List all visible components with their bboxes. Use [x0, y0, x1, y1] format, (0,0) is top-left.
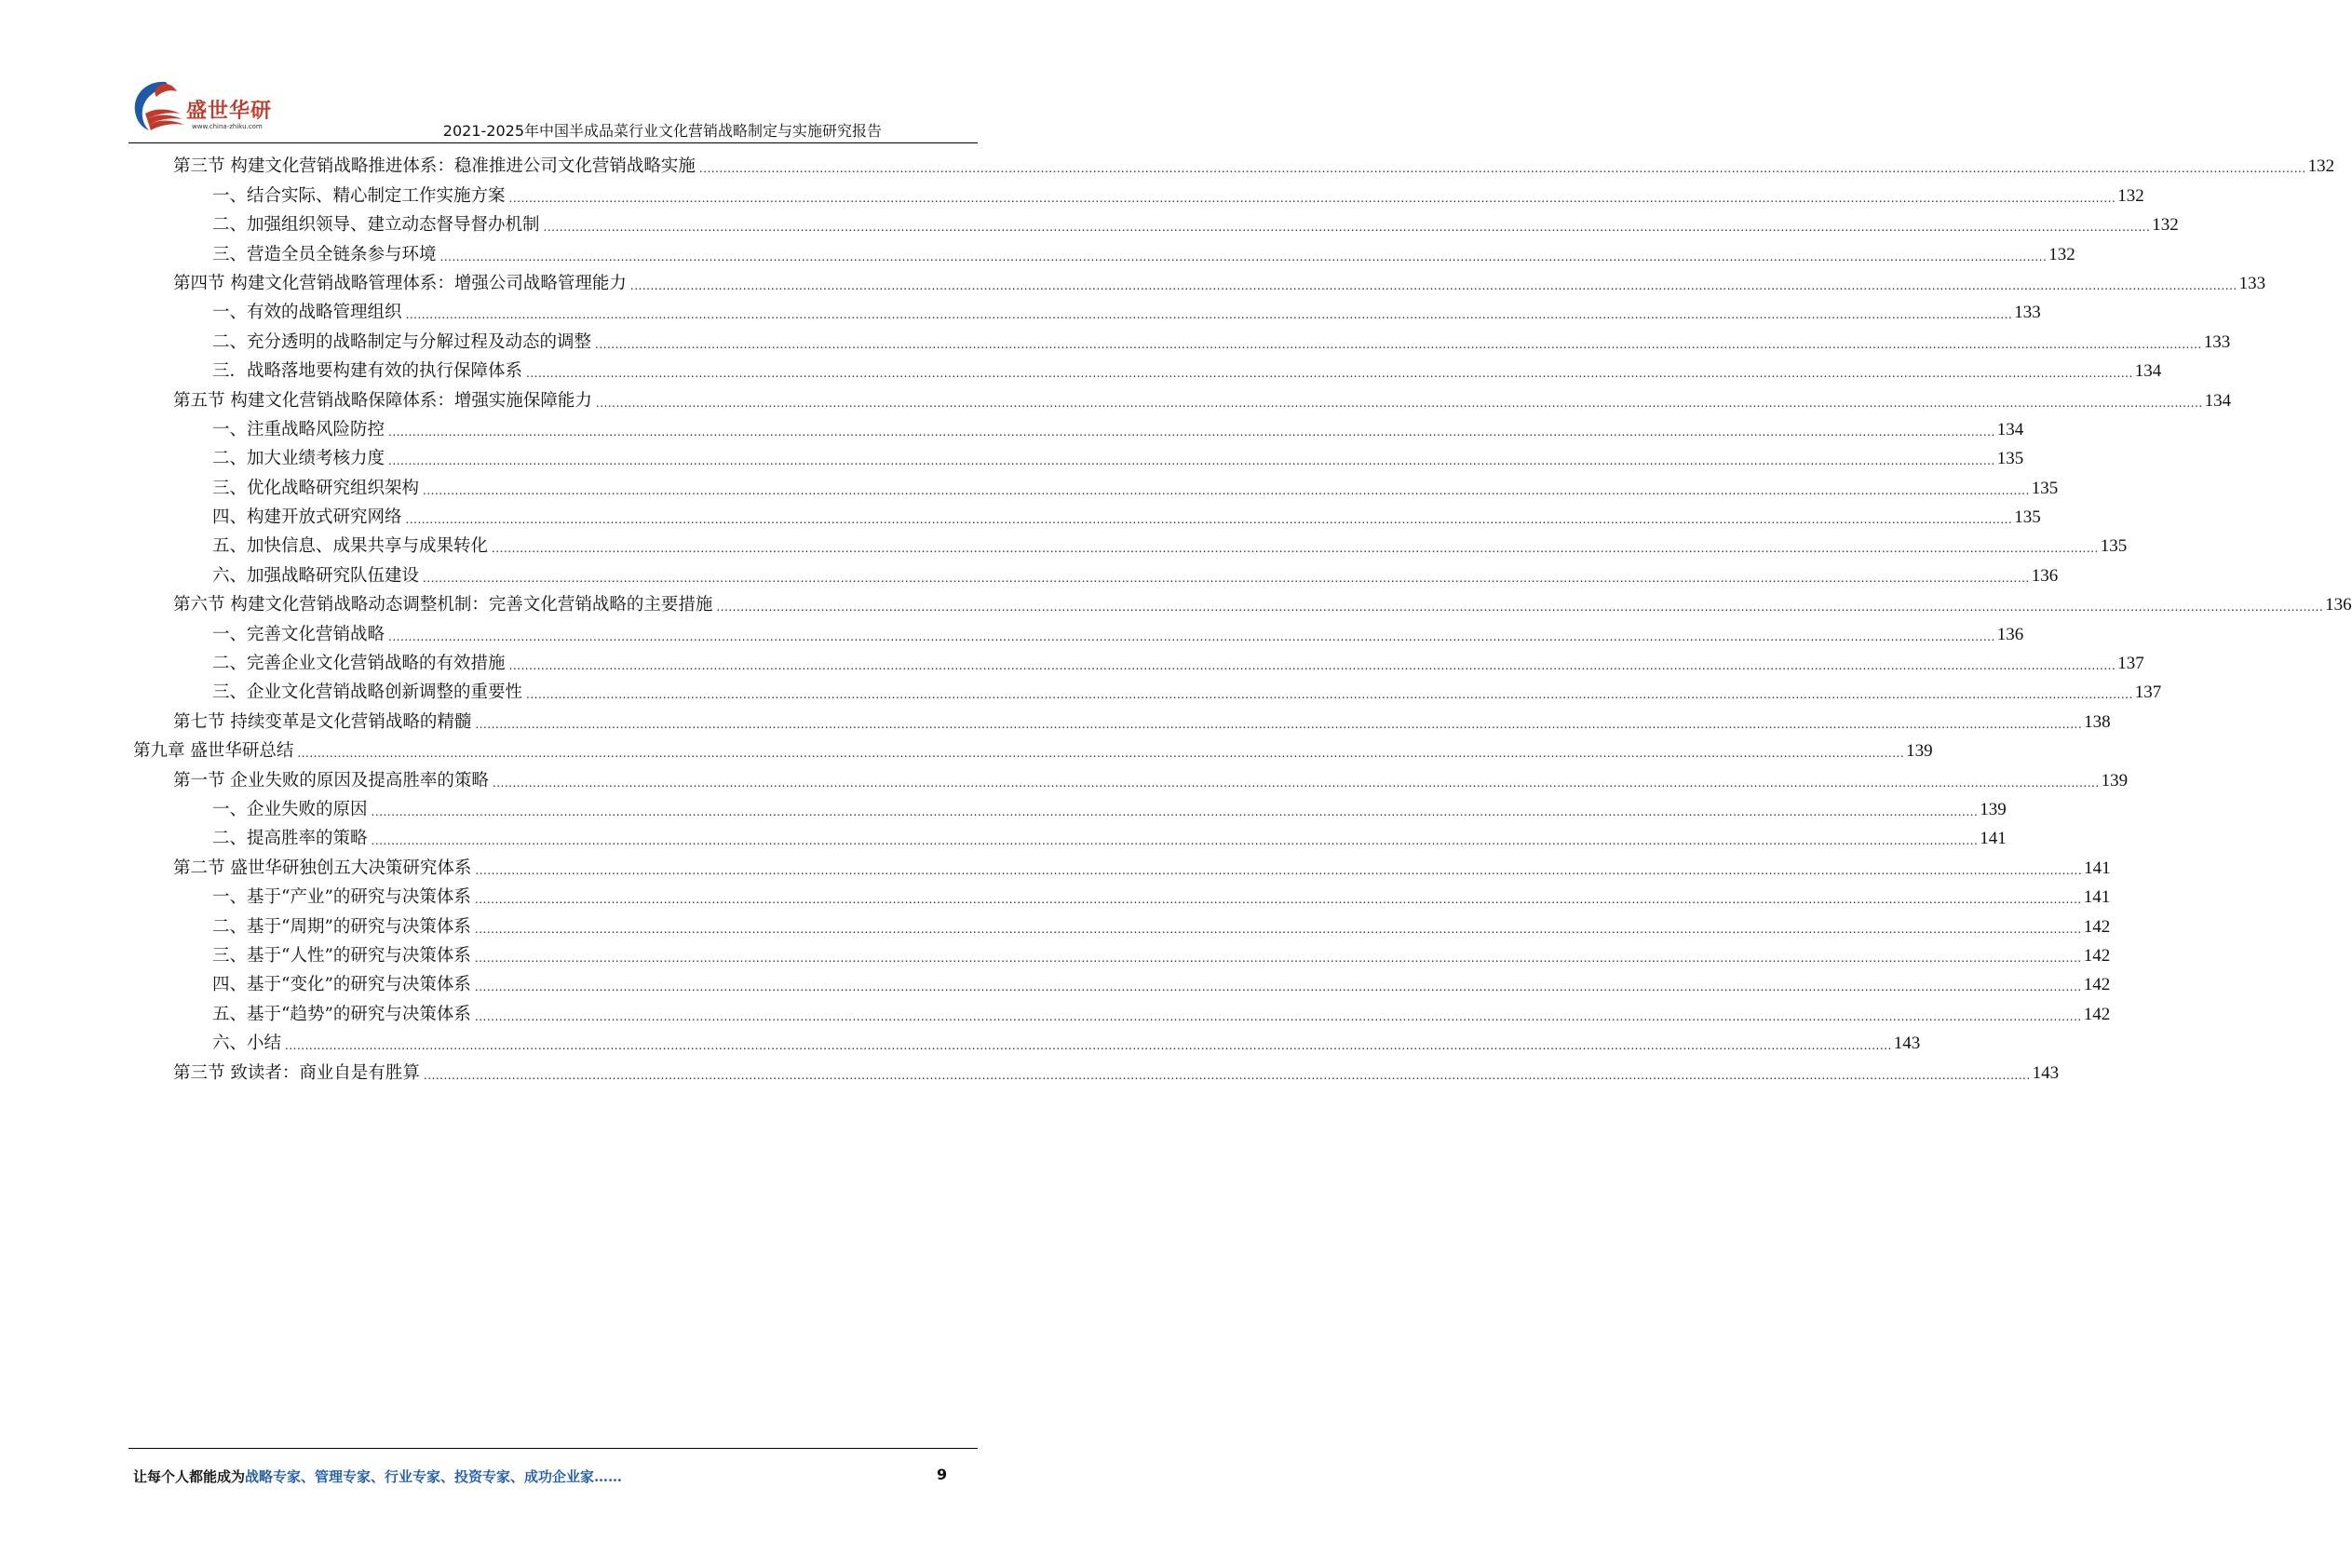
toc-dot-leader: ................................................................................................................................................................................................................................................................................................................................................................................................................	[595, 396, 2203, 410]
toc-entry-page: 142	[2083, 975, 2111, 995]
toc-entry-label: 一、企业失败的原因	[212, 799, 368, 819]
toc-dot-leader: ................................................................................................................................................................................................................................................................................................................................................................................................................	[297, 747, 1905, 761]
toc-entry-label: 二、充分透明的战略制定与分解过程及动态的调整	[212, 331, 592, 352]
toc-dot-leader: ................................................................................................................................................................................................................................................................................................................................................................................................................	[508, 659, 2116, 673]
toc-dot-leader: ................................................................................................................................................................................................................................................................................................................................................................................................................	[492, 542, 2099, 556]
toc-dot-leader: ................................................................................................................................................................................................................................................................................................................................................................................................................	[595, 337, 2202, 351]
toc-dot-leader: ................................................................................................................................................................................................................................................................................................................................................................................................................	[285, 1039, 1892, 1053]
toc-dot-leader: ................................................................................................................................................................................................................................................................................................................................................................................................................	[423, 1068, 2031, 1082]
toc-entry-page: 136	[1996, 624, 2024, 644]
toc-entry-label: 第二节 盛世华研独创五大决策研究体系	[173, 858, 472, 878]
toc-entry-label: 一、结合实际、精心制定工作实施方案	[212, 185, 506, 206]
toc-dot-leader: ................................................................................................................................................................................................................................................................................................................................................................................................................	[526, 367, 2133, 381]
toc-dot-leader: ................................................................................................................................................................................................................................................................................................................................................................................................................	[508, 191, 2116, 205]
toc-entry-label: 第三节 构建文化营销战略推进体系：稳准推进公司文化营销战略实施	[173, 156, 696, 177]
toc-entry-label: 六、加强战略研究队伍建设	[212, 565, 420, 586]
toc-dot-leader: ................................................................................................................................................................................................................................................................................................................................................................................................................	[388, 454, 1995, 468]
toc-entry[interactable]	[133, 675, 2162, 704]
toc-dot-leader: ................................................................................................................................................................................................................................................................................................................................................................................................................	[474, 893, 2082, 907]
toc-dot-leader: ................................................................................................................................................................................................................................................................................................................................................................................................................	[423, 571, 2030, 585]
toc-entry-label: 三、基于“人性”的研究与决策体系	[212, 945, 471, 966]
toc-entry-page: 137	[2134, 683, 2162, 703]
toc-entry[interactable]	[133, 266, 2266, 295]
toc-entry-page: 132	[2048, 244, 2075, 264]
toc-entry-page: 136	[2325, 595, 2352, 615]
toc-entry-label: 第三节 致读者：商业自是有胜算	[173, 1062, 420, 1083]
toc-entry-label: 二、完善企业文化营销战略的有效措施	[212, 654, 506, 674]
toc-entry[interactable]	[133, 295, 2041, 324]
toc-entry-label: 六、小结	[212, 1034, 282, 1054]
toc-entry[interactable]	[133, 704, 2111, 733]
toc-entry-page: 133	[2014, 303, 2041, 323]
toc-entry-page: 142	[2083, 1004, 2111, 1024]
toc-entry-label: 第七节 持续变革是文化营销战略的精髓	[173, 711, 472, 732]
toc-entry-page: 139	[1980, 799, 2007, 819]
toc-entry-label: 五、基于“趋势”的研究与决策体系	[212, 1004, 471, 1024]
toc-entry-page: 143	[2032, 1062, 2060, 1083]
toc-dot-leader: ................................................................................................................................................................................................................................................................................................................................................................................................................	[475, 863, 2083, 877]
toc-entry[interactable]	[133, 850, 2111, 879]
toc-dot-leader: ................................................................................................................................................................................................................................................................................................................................................................................................................	[698, 162, 2306, 176]
toc-entry[interactable]	[133, 880, 2111, 909]
toc-entry[interactable]	[133, 1055, 2060, 1084]
toc-dot-leader: ................................................................................................................................................................................................................................................................................................................................................................................................................	[405, 513, 2013, 527]
toc-entry[interactable]	[133, 208, 2179, 237]
toc-entry[interactable]	[133, 500, 2041, 529]
toc-entry-label: 第一节 企业失败的原因及提高胜率的策略	[173, 770, 489, 791]
toc-dot-leader: ................................................................................................................................................................................................................................................................................................................................................................................................................	[405, 308, 2013, 322]
toc-entry-page: 138	[2084, 711, 2111, 732]
toc-entry-page: 132	[2152, 215, 2179, 236]
toc-entry-label: 一、注重战略风险防控	[212, 419, 385, 439]
toc-entry[interactable]	[133, 237, 2075, 265]
toc-entry[interactable]	[133, 792, 2007, 821]
toc-entry-label: 一、基于“产业”的研究与决策体系	[212, 887, 471, 908]
toc-entry-label: 第五节 构建文化营销战略保障体系：增强实施保障能力	[173, 390, 592, 411]
toc-dot-leader: ................................................................................................................................................................................................................................................................................................................................................................................................................	[439, 250, 2048, 264]
logo-url: www.china-zhiku.com	[192, 123, 263, 130]
toc-entry-label: 四、构建开放式研究网络	[212, 507, 402, 528]
toc-entry-page: 139	[2101, 770, 2129, 791]
page-header	[0, 0, 1109, 140]
toc-dot-leader: ................................................................................................................................................................................................................................................................................................................................................................................................................	[716, 601, 2324, 615]
toc-dot-leader: ................................................................................................................................................................................................................................................................................................................................................................................................................	[371, 804, 1979, 818]
toc-dot-leader: ................................................................................................................................................................................................................................................................................................................................................................................................................	[526, 688, 2133, 702]
toc-entry[interactable]	[133, 412, 2024, 441]
toc-entry-page: 132	[2117, 185, 2144, 206]
toc-dot-leader: ................................................................................................................................................................................................................................................................................................................................................................................................................	[388, 629, 1995, 643]
toc-entry[interactable]	[133, 996, 2111, 1025]
slogan-highlight: 战略专家、管理专家、行业专家、投资专家、成功企业家……	[245, 1468, 623, 1485]
toc-entry-label: 四、基于“变化”的研究与决策体系	[212, 975, 471, 995]
logo-name: 盛世华研	[186, 100, 273, 123]
toc-dot-leader: ................................................................................................................................................................................................................................................................................................................................................................................................................	[474, 1009, 2082, 1023]
toc-entry[interactable]	[133, 149, 2335, 178]
toc-entry-label: 二、基于“周期”的研究与决策体系	[212, 916, 471, 937]
toc-entry-label: 第九章 盛世华研总结	[133, 741, 294, 762]
toc-entry-page: 139	[1906, 741, 1933, 762]
toc-entry[interactable]	[133, 383, 2232, 412]
toc-entry-page: 142	[2083, 945, 2111, 966]
toc-dot-leader: ................................................................................................................................................................................................................................................................................................................................................................................................................	[474, 980, 2082, 994]
toc-entry-page: 134	[2204, 390, 2232, 411]
toc-entry[interactable]	[133, 967, 2111, 996]
toc-entry-label: 第四节 构建文化营销战略管理体系：增强公司战略管理能力	[173, 273, 627, 293]
toc-entry-page: 135	[2014, 507, 2041, 528]
toc-entry[interactable]	[133, 354, 2162, 383]
footer-slogan	[133, 1467, 622, 1486]
toc-entry-page: 134	[1996, 419, 2024, 439]
toc-entry-label: 三．战略落地要构建有效的执行保障体系	[212, 361, 523, 382]
toc-entry[interactable]	[133, 441, 2024, 470]
toc-entry[interactable]	[133, 763, 2129, 791]
toc-dot-leader: ................................................................................................................................................................................................................................................................................................................................................................................................................	[474, 951, 2082, 965]
toc-entry-page: 141	[1980, 829, 2007, 849]
toc-entry[interactable]	[133, 588, 2352, 616]
company-logo	[128, 76, 287, 134]
toc-entry-label: 一、有效的战略管理组织	[212, 303, 402, 323]
toc-entry-label: 二、加大业绩考核力度	[212, 449, 385, 469]
toc-entry-page: 141	[2083, 887, 2111, 908]
toc-dot-leader: ................................................................................................................................................................................................................................................................................................................................................................................................................	[371, 834, 1979, 848]
toc-dot-leader: ................................................................................................................................................................................................................................................................................................................................................................................................................	[475, 717, 2083, 731]
toc-dot-leader: ................................................................................................................................................................................................................................................................................................................................................................................................................	[629, 278, 2237, 292]
toc-entry-page: 133	[2203, 331, 2231, 352]
page-number: 9	[937, 1466, 948, 1483]
toc-entry-page: 135	[2031, 478, 2059, 498]
toc-entry-label: 二、加强组织领导、建立动态督导督办机制	[212, 215, 540, 236]
toc-entry-page: 132	[2307, 156, 2335, 177]
slogan-prefix: 让每个人都能成为	[133, 1468, 246, 1485]
logo-swoosh-icon	[128, 76, 194, 134]
toc-entry-page: 137	[2117, 654, 2144, 674]
toc-dot-leader: ................................................................................................................................................................................................................................................................................................................................................................................................................	[388, 425, 1995, 439]
toc-dot-leader: ................................................................................................................................................................................................................................................................................................................................................................................................................	[423, 483, 2030, 497]
toc-entry-label: 一、完善文化营销战略	[212, 624, 385, 644]
toc-dot-leader: ................................................................................................................................................................................................................................................................................................................................................................................................................	[474, 922, 2082, 936]
footer-divider	[128, 1448, 978, 1449]
toc-entry-page: 134	[2134, 361, 2162, 382]
toc-entry[interactable]	[133, 821, 2007, 850]
toc-entry-page: 142	[2083, 916, 2111, 937]
toc-entry[interactable]	[133, 1026, 1921, 1055]
toc-entry-page: 135	[2100, 536, 2128, 557]
toc-entry[interactable]	[133, 178, 2144, 207]
toc-entry[interactable]	[133, 324, 2231, 353]
toc-entry-page: 136	[2031, 565, 2059, 586]
toc-entry-label: 二、提高胜率的策略	[212, 829, 368, 849]
toc-entry-page: 141	[2084, 858, 2111, 878]
toc-entry-page: 143	[1893, 1034, 1921, 1054]
toc-entry-label: 三、营造全员全链条参与环境	[212, 244, 437, 264]
toc-entry[interactable]	[133, 939, 2111, 967]
toc-entry-label: 三、优化战略研究组织架构	[212, 478, 420, 498]
toc-entry[interactable]	[133, 616, 2024, 645]
toc-entry-page: 135	[1996, 449, 2024, 469]
toc-entry[interactable]	[133, 558, 2059, 587]
toc-entry[interactable]	[133, 909, 2111, 938]
toc-dot-leader: ................................................................................................................................................................................................................................................................................................................................................................................................................	[492, 776, 2100, 790]
table-of-contents	[133, 149, 2352, 1085]
toc-entry-label: 三、企业文化营销战略创新调整的重要性	[212, 683, 523, 703]
toc-entry[interactable]	[133, 646, 2144, 675]
toc-entry-page: 133	[2238, 273, 2266, 293]
toc-dot-leader: ................................................................................................................................................................................................................................................................................................................................................................................................................	[543, 221, 2151, 235]
toc-entry-label: 五、加快信息、成果共享与成果转化	[212, 536, 489, 557]
toc-entry[interactable]	[133, 734, 1933, 763]
toc-entry[interactable]	[133, 470, 2059, 499]
toc-entry-label: 第六节 构建文化营销战略动态调整机制：完善文化营销战略的主要措施	[173, 595, 713, 615]
report-title: 2021-2025年中国半成品菜行业文化营销战略制定与实施研究报告	[442, 122, 882, 140]
toc-entry[interactable]	[133, 529, 2128, 558]
header-divider	[128, 142, 978, 143]
